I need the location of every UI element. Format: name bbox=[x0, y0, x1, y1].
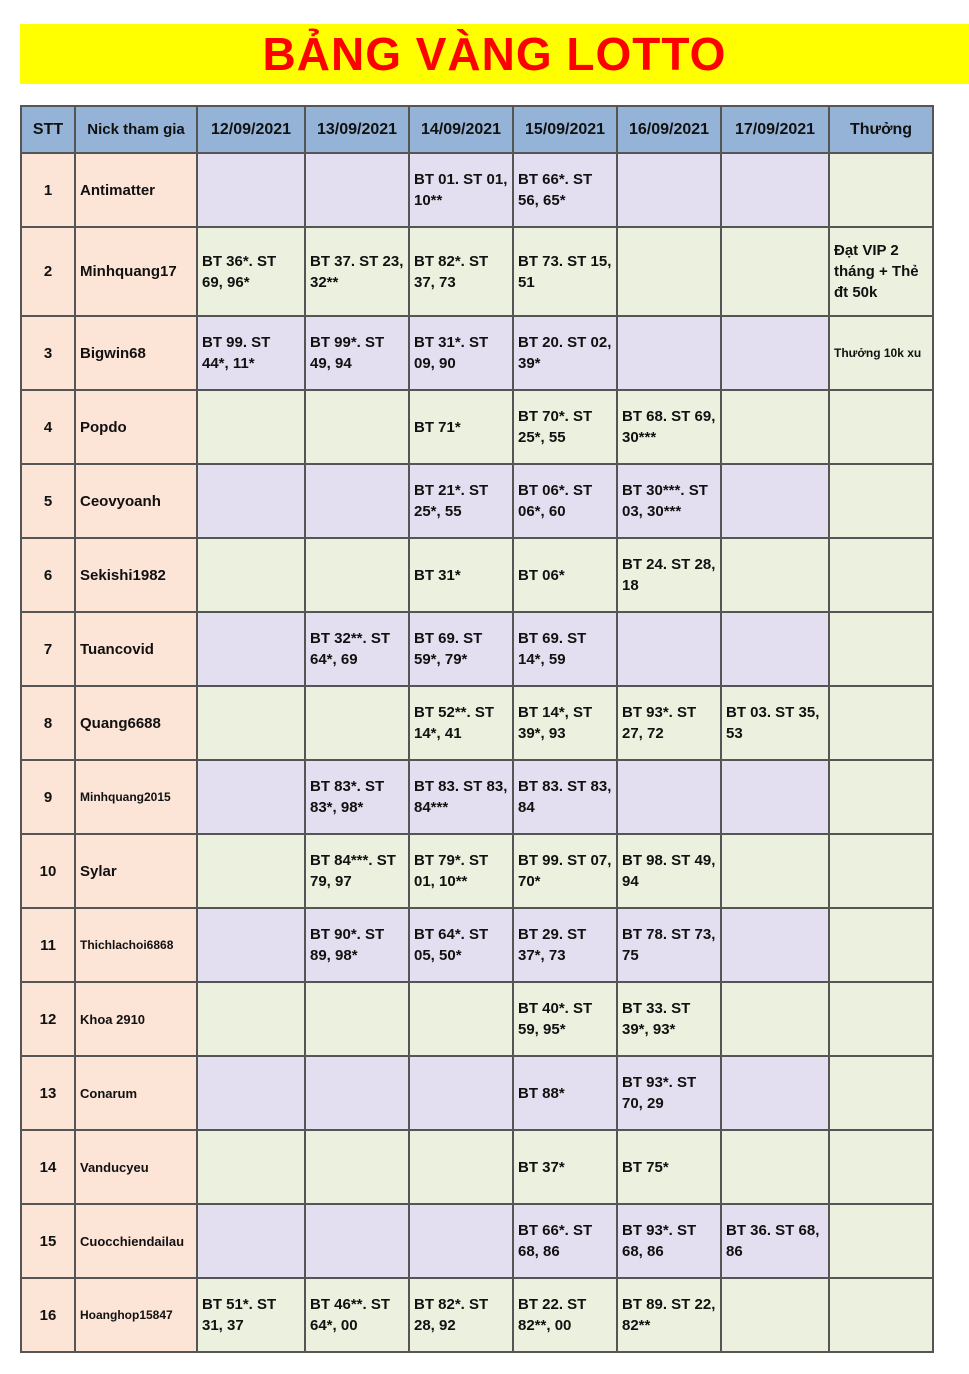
row-stt: 14 bbox=[21, 1130, 75, 1204]
row-nick: Minhquang17 bbox=[75, 227, 197, 316]
row-day-result bbox=[197, 982, 305, 1056]
row-day-result bbox=[409, 1056, 513, 1130]
row-nick: Thichlachoi6868 bbox=[75, 908, 197, 982]
row-reward bbox=[829, 760, 933, 834]
row-day-result bbox=[305, 686, 409, 760]
row-day-result: BT 30***. ST 03, 30*** bbox=[617, 464, 721, 538]
leaderboard-table bbox=[20, 105, 934, 1353]
row-reward bbox=[829, 390, 933, 464]
row-day-result bbox=[409, 982, 513, 1056]
row-stt: 16 bbox=[21, 1278, 75, 1352]
table-row bbox=[21, 686, 933, 760]
table-row bbox=[21, 1130, 933, 1204]
row-day-result bbox=[197, 390, 305, 464]
row-day-result bbox=[305, 1056, 409, 1130]
row-reward bbox=[829, 686, 933, 760]
row-day-result: BT 84***. ST 79, 97 bbox=[305, 834, 409, 908]
row-stt: 2 bbox=[21, 227, 75, 316]
row-day-result: BT 73. ST 15, 51 bbox=[513, 227, 617, 316]
row-day-result bbox=[721, 908, 829, 982]
row-reward bbox=[829, 538, 933, 612]
row-day-result: BT 93*. ST 70, 29 bbox=[617, 1056, 721, 1130]
row-day-result: BT 71* bbox=[409, 390, 513, 464]
header-date: 15/09/2021 bbox=[513, 106, 617, 153]
row-day-result bbox=[721, 464, 829, 538]
row-day-result bbox=[721, 227, 829, 316]
row-day-result bbox=[305, 1204, 409, 1278]
row-day-result: BT 06*. ST 06*, 60 bbox=[513, 464, 617, 538]
table-row bbox=[21, 390, 933, 464]
row-day-result: BT 89. ST 22, 82** bbox=[617, 1278, 721, 1352]
row-reward bbox=[829, 908, 933, 982]
row-day-result: BT 69. ST 14*, 59 bbox=[513, 612, 617, 686]
row-day-result bbox=[197, 1056, 305, 1130]
table-row bbox=[21, 908, 933, 982]
row-reward bbox=[829, 1278, 933, 1352]
row-reward bbox=[829, 153, 933, 227]
row-reward bbox=[829, 1056, 933, 1130]
table-row bbox=[21, 464, 933, 538]
row-day-result: BT 88* bbox=[513, 1056, 617, 1130]
row-stt: 11 bbox=[21, 908, 75, 982]
row-reward bbox=[829, 612, 933, 686]
row-day-result: BT 82*. ST 37, 73 bbox=[409, 227, 513, 316]
row-nick: Tuancovid bbox=[75, 612, 197, 686]
row-day-result: BT 64*. ST 05, 50* bbox=[409, 908, 513, 982]
row-stt: 7 bbox=[21, 612, 75, 686]
header-stt: STT bbox=[21, 106, 75, 153]
row-day-result: BT 83. ST 83, 84*** bbox=[409, 760, 513, 834]
row-day-result bbox=[721, 390, 829, 464]
row-day-result: BT 31* bbox=[409, 538, 513, 612]
row-day-result bbox=[197, 760, 305, 834]
row-day-result bbox=[409, 1204, 513, 1278]
row-day-result bbox=[197, 686, 305, 760]
table-row bbox=[21, 538, 933, 612]
row-stt: 12 bbox=[21, 982, 75, 1056]
row-day-result bbox=[617, 227, 721, 316]
row-day-result: BT 82*. ST 28, 92 bbox=[409, 1278, 513, 1352]
table-body bbox=[21, 153, 933, 1352]
row-nick: Khoa 2910 bbox=[75, 982, 197, 1056]
table-row bbox=[21, 760, 933, 834]
row-day-result bbox=[617, 612, 721, 686]
row-day-result bbox=[197, 1130, 305, 1204]
row-day-result bbox=[721, 538, 829, 612]
table-row bbox=[21, 316, 933, 390]
row-reward bbox=[829, 982, 933, 1056]
row-day-result bbox=[617, 316, 721, 390]
row-day-result: BT 70*. ST 25*, 55 bbox=[513, 390, 617, 464]
row-day-result bbox=[721, 1056, 829, 1130]
row-day-result bbox=[305, 390, 409, 464]
row-stt: 1 bbox=[21, 153, 75, 227]
row-day-result: BT 98. ST 49, 94 bbox=[617, 834, 721, 908]
row-day-result bbox=[721, 1130, 829, 1204]
row-nick: Bigwin68 bbox=[75, 316, 197, 390]
row-day-result bbox=[305, 1130, 409, 1204]
row-nick: Sekishi1982 bbox=[75, 538, 197, 612]
row-stt: 13 bbox=[21, 1056, 75, 1130]
row-day-result: BT 06* bbox=[513, 538, 617, 612]
row-day-result: BT 52**. ST 14*, 41 bbox=[409, 686, 513, 760]
row-day-result: BT 37. ST 23, 32** bbox=[305, 227, 409, 316]
row-day-result: BT 66*. ST 68, 86 bbox=[513, 1204, 617, 1278]
title-banner bbox=[20, 24, 969, 84]
row-stt: 4 bbox=[21, 390, 75, 464]
row-day-result: BT 21*. ST 25*, 55 bbox=[409, 464, 513, 538]
row-day-result: BT 75* bbox=[617, 1130, 721, 1204]
row-nick: Hoanghop15847 bbox=[75, 1278, 197, 1352]
row-nick: Popdo bbox=[75, 390, 197, 464]
table-row bbox=[21, 227, 933, 316]
header-date: 14/09/2021 bbox=[409, 106, 513, 153]
row-day-result bbox=[197, 834, 305, 908]
row-day-result: BT 93*. ST 27, 72 bbox=[617, 686, 721, 760]
row-nick: Quang6688 bbox=[75, 686, 197, 760]
row-day-result bbox=[721, 834, 829, 908]
row-reward bbox=[829, 464, 933, 538]
row-day-result bbox=[617, 760, 721, 834]
row-day-result bbox=[197, 153, 305, 227]
row-day-result bbox=[197, 1204, 305, 1278]
row-nick: Ceovyoanh bbox=[75, 464, 197, 538]
row-day-result: BT 90*. ST 89, 98* bbox=[305, 908, 409, 982]
row-day-result bbox=[721, 1278, 829, 1352]
header-date: 13/09/2021 bbox=[305, 106, 409, 153]
row-day-result bbox=[409, 1130, 513, 1204]
row-nick: Conarum bbox=[75, 1056, 197, 1130]
row-nick: Cuocchiendailau bbox=[75, 1204, 197, 1278]
row-stt: 6 bbox=[21, 538, 75, 612]
row-day-result bbox=[305, 538, 409, 612]
row-day-result: BT 22. ST 82**, 00 bbox=[513, 1278, 617, 1352]
row-reward: Đạt VIP 2 tháng + Thẻ đt 50k bbox=[829, 227, 933, 316]
row-stt: 15 bbox=[21, 1204, 75, 1278]
row-day-result bbox=[721, 760, 829, 834]
table-row bbox=[21, 1056, 933, 1130]
row-day-result: BT 37* bbox=[513, 1130, 617, 1204]
row-stt: 10 bbox=[21, 834, 75, 908]
row-reward: Thưởng 10k xu bbox=[829, 316, 933, 390]
row-day-result: BT 93*. ST 68, 86 bbox=[617, 1204, 721, 1278]
header-nick: Nick tham gia bbox=[75, 106, 197, 153]
row-day-result bbox=[721, 612, 829, 686]
row-day-result bbox=[305, 464, 409, 538]
row-day-result bbox=[721, 316, 829, 390]
row-day-result: BT 24. ST 28, 18 bbox=[617, 538, 721, 612]
header-date: 16/09/2021 bbox=[617, 106, 721, 153]
row-day-result bbox=[617, 153, 721, 227]
row-day-result: BT 46**. ST 64*, 00 bbox=[305, 1278, 409, 1352]
row-nick: Antimatter bbox=[75, 153, 197, 227]
row-stt: 8 bbox=[21, 686, 75, 760]
row-nick: Vanducyeu bbox=[75, 1130, 197, 1204]
header-date: 17/09/2021 bbox=[721, 106, 829, 153]
row-day-result: BT 20. ST 02, 39* bbox=[513, 316, 617, 390]
row-reward bbox=[829, 1130, 933, 1204]
row-day-result bbox=[197, 612, 305, 686]
table-row bbox=[21, 1278, 933, 1352]
header-date: 12/09/2021 bbox=[197, 106, 305, 153]
row-day-result: BT 99. ST 44*, 11* bbox=[197, 316, 305, 390]
row-day-result: BT 78. ST 73, 75 bbox=[617, 908, 721, 982]
row-day-result bbox=[305, 153, 409, 227]
row-day-result: BT 79*. ST 01, 10** bbox=[409, 834, 513, 908]
row-stt: 9 bbox=[21, 760, 75, 834]
row-day-result bbox=[197, 908, 305, 982]
row-day-result: BT 01. ST 01, 10** bbox=[409, 153, 513, 227]
row-day-result: BT 99. ST 07, 70* bbox=[513, 834, 617, 908]
row-day-result: BT 03. ST 35, 53 bbox=[721, 686, 829, 760]
row-stt: 3 bbox=[21, 316, 75, 390]
row-nick: Sylar bbox=[75, 834, 197, 908]
row-day-result: BT 83. ST 83, 84 bbox=[513, 760, 617, 834]
row-day-result: BT 40*. ST 59, 95* bbox=[513, 982, 617, 1056]
row-day-result: BT 69. ST 59*, 79* bbox=[409, 612, 513, 686]
row-day-result: BT 99*. ST 49, 94 bbox=[305, 316, 409, 390]
row-day-result: BT 68. ST 69, 30*** bbox=[617, 390, 721, 464]
table-row bbox=[21, 153, 933, 227]
table-row bbox=[21, 612, 933, 686]
header-row bbox=[21, 106, 933, 153]
row-day-result: BT 32**. ST 64*, 69 bbox=[305, 612, 409, 686]
header-reward: Thưởng bbox=[829, 106, 933, 153]
table-row bbox=[21, 834, 933, 908]
row-day-result: BT 31*. ST 09, 90 bbox=[409, 316, 513, 390]
row-day-result: BT 33. ST 39*, 93* bbox=[617, 982, 721, 1056]
row-day-result bbox=[721, 153, 829, 227]
row-day-result: BT 51*. ST 31, 37 bbox=[197, 1278, 305, 1352]
row-reward bbox=[829, 1204, 933, 1278]
row-day-result: BT 83*. ST 83*, 98* bbox=[305, 760, 409, 834]
row-nick: Minhquang2015 bbox=[75, 760, 197, 834]
row-day-result: BT 14*, ST 39*, 93 bbox=[513, 686, 617, 760]
table-row bbox=[21, 1204, 933, 1278]
row-stt: 5 bbox=[21, 464, 75, 538]
page-title: BẢNG VÀNG LOTTO bbox=[262, 28, 727, 80]
table-row bbox=[21, 982, 933, 1056]
row-day-result: BT 36. ST 68, 86 bbox=[721, 1204, 829, 1278]
row-day-result: BT 29. ST 37*, 73 bbox=[513, 908, 617, 982]
row-day-result bbox=[197, 538, 305, 612]
row-reward bbox=[829, 834, 933, 908]
row-day-result bbox=[305, 982, 409, 1056]
row-day-result bbox=[721, 982, 829, 1056]
row-day-result: BT 36*. ST 69, 96* bbox=[197, 227, 305, 316]
row-day-result: BT 66*. ST 56, 65* bbox=[513, 153, 617, 227]
row-day-result bbox=[197, 464, 305, 538]
